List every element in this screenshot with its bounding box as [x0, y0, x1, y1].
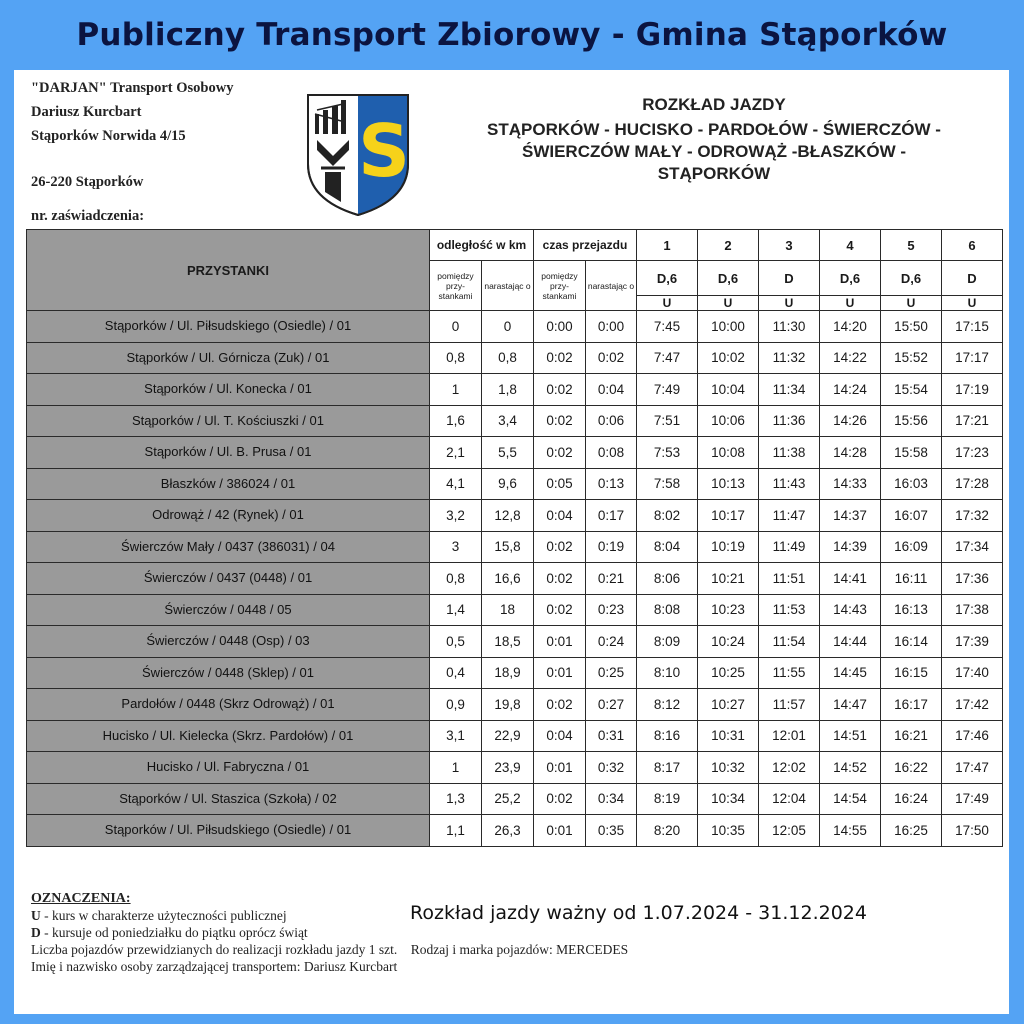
departure-time: 15:52: [881, 342, 942, 374]
table-row: [27, 626, 1003, 658]
departure-time: 10:21: [698, 563, 759, 595]
distance-between: 0: [430, 311, 482, 343]
departure-time: 17:36: [942, 563, 1003, 595]
departure-time: 16:17: [881, 689, 942, 721]
time-cumulative: 0:27: [586, 689, 637, 721]
departure-time: 10:08: [698, 437, 759, 469]
departure-time: 12:04: [759, 783, 820, 815]
stop-name: Świerczów Mały / 0437 (386031) / 04: [27, 531, 430, 563]
departure-time: 10:19: [698, 531, 759, 563]
stop-name: Błaszków / 386024 / 01: [27, 468, 430, 500]
time-cumulative: 0:31: [586, 720, 637, 752]
course-type: U: [820, 296, 881, 311]
distance-between: 1: [430, 374, 482, 406]
departure-time: 7:49: [637, 374, 698, 406]
course-type: U: [942, 296, 1003, 311]
stop-name: Odrowąż / 42 (Rynek) / 01: [27, 500, 430, 532]
distance-cumulative: 0: [482, 311, 534, 343]
table-row: [27, 311, 1003, 343]
course-number: 6: [942, 230, 1003, 261]
departure-time: 12:01: [759, 720, 820, 752]
departure-time: 14:39: [820, 531, 881, 563]
distance-cumulative: 26,3: [482, 815, 534, 847]
departure-time: 14:20: [820, 311, 881, 343]
departure-time: 16:15: [881, 657, 942, 689]
course-number: 2: [698, 230, 759, 261]
table-row: [27, 657, 1003, 689]
legend-heading: OZNACZENIA:: [31, 891, 131, 906]
stop-name: Świerczów / 0437 (0448) / 01: [27, 563, 430, 595]
timetable-title: [429, 95, 999, 185]
certificate-label: nr. zaświadczenia:: [31, 208, 145, 224]
stop-name: Stąporków / Ul. Piłsudskiego (Osiedle) / 01: [27, 815, 430, 847]
distance-between: 2,1: [430, 437, 482, 469]
time-between: 0:01: [534, 657, 586, 689]
legend-manager: Imię i nazwisko osoby zarządzającej transportem: Dariusz Kurcbart: [31, 959, 398, 974]
time-between: 0:02: [534, 405, 586, 437]
departure-time: 16:03: [881, 468, 942, 500]
distance-cumulative: 18: [482, 594, 534, 626]
time-between: 0:05: [534, 468, 586, 500]
time-between: 0:02: [534, 374, 586, 406]
distance-between: 0,8: [430, 342, 482, 374]
departure-time: 17:23: [942, 437, 1003, 469]
stops-header: PRZYSTANKI: [27, 230, 430, 311]
distance-between: 1,6: [430, 405, 482, 437]
time-cumulative: 0:00: [586, 311, 637, 343]
distance-between: 0,9: [430, 689, 482, 721]
coat-of-arms-icon: [305, 92, 411, 218]
departure-time: 15:54: [881, 374, 942, 406]
table-row: [27, 720, 1003, 752]
legend-u-text: - kurs w charakterze użyteczności publicznej: [40, 908, 287, 923]
table-row: [27, 563, 1003, 595]
time-between: 0:04: [534, 720, 586, 752]
departure-time: 14:52: [820, 752, 881, 784]
distance-cumulative: 12,8: [482, 500, 534, 532]
departure-time: 8:17: [637, 752, 698, 784]
time-between: 0:02: [534, 342, 586, 374]
departure-time: 17:17: [942, 342, 1003, 374]
departure-time: 8:19: [637, 783, 698, 815]
table-row: [27, 342, 1003, 374]
departure-time: 10:04: [698, 374, 759, 406]
distance-between: 3,2: [430, 500, 482, 532]
departure-time: 7:51: [637, 405, 698, 437]
departure-time: 12:05: [759, 815, 820, 847]
time-between: 0:02: [534, 783, 586, 815]
course-type: U: [881, 296, 942, 311]
departure-time: 17:32: [942, 500, 1003, 532]
departure-time: 17:38: [942, 594, 1003, 626]
departure-time: 11:30: [759, 311, 820, 343]
time-between: 0:02: [534, 594, 586, 626]
departure-time: 8:12: [637, 689, 698, 721]
legend-vehicles: Liczba pojazdów przewidzianych do realizacji rozkładu jazdy 1 szt. Rodzaj i marka pojazdów: MERCEDES: [31, 942, 629, 957]
company-address: Stąporków Norwida 4/15: [31, 128, 186, 144]
distance-cumulative: 16,6: [482, 563, 534, 595]
time-between: 0:02: [534, 689, 586, 721]
departure-time: 10:24: [698, 626, 759, 658]
timetable-document: [14, 70, 1009, 1014]
departure-time: 10:34: [698, 783, 759, 815]
company-name: "DARJAN" Transport Osobowy: [31, 80, 234, 96]
table-row: [27, 500, 1003, 532]
crest-letter: S: [358, 109, 410, 193]
stop-name: Hucisko / Ul. Kielecka (Skrz. Pardołów) / 01: [27, 720, 430, 752]
course-number: 5: [881, 230, 942, 261]
departure-time: 8:04: [637, 531, 698, 563]
timetable-table: [26, 229, 1003, 847]
departure-time: 16:25: [881, 815, 942, 847]
distance-between: 1,4: [430, 594, 482, 626]
distance-cumulative-header: narastając o: [482, 261, 534, 311]
distance-cumulative: 5,5: [482, 437, 534, 469]
course-type: U: [759, 296, 820, 311]
table-row: [27, 752, 1003, 784]
time-cumulative: 0:17: [586, 500, 637, 532]
distance-cumulative: 18,9: [482, 657, 534, 689]
title-line-4: STĄPORKÓW: [657, 164, 771, 183]
departure-time: 17:40: [942, 657, 1003, 689]
departure-time: 11:32: [759, 342, 820, 374]
departure-time: 16:07: [881, 500, 942, 532]
departure-time: 10:27: [698, 689, 759, 721]
departure-time: 17:21: [942, 405, 1003, 437]
departure-time: 16:09: [881, 531, 942, 563]
departure-time: 17:15: [942, 311, 1003, 343]
time-cumulative: 0:08: [586, 437, 637, 469]
departure-time: 17:34: [942, 531, 1003, 563]
stop-name: Stąporków / Ul. Piłsudskiego (Osiedle) / 01: [27, 311, 430, 343]
distance-between: 4,1: [430, 468, 482, 500]
time-cumulative: 0:32: [586, 752, 637, 784]
distance-cumulative: 22,9: [482, 720, 534, 752]
time-cumulative: 0:06: [586, 405, 637, 437]
departure-time: 14:24: [820, 374, 881, 406]
distance-cumulative: 15,8: [482, 531, 534, 563]
title-line-3: ŚWIERCZÓW MAŁY - ODROWĄŻ -BŁASZKÓW -: [521, 142, 907, 161]
departure-time: 11:57: [759, 689, 820, 721]
distance-cumulative: 19,8: [482, 689, 534, 721]
time-cumulative: 0:35: [586, 815, 637, 847]
departure-time: 11:49: [759, 531, 820, 563]
table-row: [27, 783, 1003, 815]
stop-name: Świerczów / 0448 / 05: [27, 594, 430, 626]
stop-name: Stąporków / Ul. Konecka / 01: [27, 374, 430, 406]
departure-time: 17:47: [942, 752, 1003, 784]
company-postal: 26-220 Stąporków: [31, 174, 144, 190]
time-cumulative: 0:21: [586, 563, 637, 595]
departure-time: 16:24: [881, 783, 942, 815]
stop-name: Stąporków / Ul. Staszica (Szkoła) / 02: [27, 783, 430, 815]
departure-time: 17:28: [942, 468, 1003, 500]
distance-cumulative: 25,2: [482, 783, 534, 815]
course-days: D: [759, 261, 820, 296]
departure-time: 16:14: [881, 626, 942, 658]
departure-time: 14:22: [820, 342, 881, 374]
departure-time: 10:00: [698, 311, 759, 343]
departure-time: 15:50: [881, 311, 942, 343]
departure-time: 14:26: [820, 405, 881, 437]
time-between: 0:01: [534, 626, 586, 658]
departure-time: 14:45: [820, 657, 881, 689]
departure-time: 11:38: [759, 437, 820, 469]
departure-time: 14:41: [820, 563, 881, 595]
distance-cumulative: 1,8: [482, 374, 534, 406]
departure-time: 8:08: [637, 594, 698, 626]
time-between: 0:01: [534, 815, 586, 847]
departure-time: 10:35: [698, 815, 759, 847]
distance-between: 0,8: [430, 563, 482, 595]
departure-time: 14:33: [820, 468, 881, 500]
stop-name: Hucisko / Ul. Fabryczna / 01: [27, 752, 430, 784]
time-cumulative: 0:23: [586, 594, 637, 626]
departure-time: 11:43: [759, 468, 820, 500]
time-between: 0:00: [534, 311, 586, 343]
departure-time: 10:06: [698, 405, 759, 437]
stop-name: Stąporków / Ul. B. Prusa / 01: [27, 437, 430, 469]
departure-time: 8:16: [637, 720, 698, 752]
table-row: [27, 815, 1003, 847]
distance-between: 0,5: [430, 626, 482, 658]
stop-name: Pardołów / 0448 (Skrz Odrowąż) / 01: [27, 689, 430, 721]
departure-time: 11:34: [759, 374, 820, 406]
departure-time: 16:21: [881, 720, 942, 752]
validity-note: Rozkład jazdy ważny od 1.07.2024 - 31.12.2024: [410, 902, 867, 924]
distance-cumulative: 0,8: [482, 342, 534, 374]
time-cumulative: 0:34: [586, 783, 637, 815]
time-between: 0:04: [534, 500, 586, 532]
departure-time: 10:25: [698, 657, 759, 689]
departure-time: 8:02: [637, 500, 698, 532]
departure-time: 11:55: [759, 657, 820, 689]
distance-cumulative: 3,4: [482, 405, 534, 437]
stop-name: Świerczów / 0448 (Sklep) / 01: [27, 657, 430, 689]
table-row: [27, 374, 1003, 406]
time-cumulative: 0:13: [586, 468, 637, 500]
departure-time: 8:09: [637, 626, 698, 658]
distance-between: 1: [430, 752, 482, 784]
time-between: 0:02: [534, 437, 586, 469]
time-cumulative: 0:02: [586, 342, 637, 374]
time-cumulative: 0:25: [586, 657, 637, 689]
departure-time: 8:10: [637, 657, 698, 689]
course-number: 3: [759, 230, 820, 261]
distance-between: 1,1: [430, 815, 482, 847]
legend-d-key: D: [31, 925, 41, 940]
table-row: [27, 531, 1003, 563]
departure-time: 7:58: [637, 468, 698, 500]
departure-time: 17:46: [942, 720, 1003, 752]
company-owner: Dariusz Kurcbart: [31, 104, 142, 120]
course-number: 1: [637, 230, 698, 261]
departure-time: 14:37: [820, 500, 881, 532]
time-between: 0:02: [534, 531, 586, 563]
departure-time: 11:53: [759, 594, 820, 626]
departure-time: 11:36: [759, 405, 820, 437]
course-days: D,6: [820, 261, 881, 296]
departure-time: 15:56: [881, 405, 942, 437]
time-between-header: pomiędzy przy-stankami: [534, 261, 586, 311]
table-row: [27, 468, 1003, 500]
title-line-1: ROZKŁAD JAZDY: [642, 95, 786, 114]
distance-header: odległość w km: [430, 230, 534, 261]
departure-time: 11:47: [759, 500, 820, 532]
departure-time: 17:19: [942, 374, 1003, 406]
time-between: 0:02: [534, 563, 586, 595]
table-row: [27, 437, 1003, 469]
departure-time: 8:06: [637, 563, 698, 595]
legend-u-key: U: [31, 908, 41, 923]
departure-time: 16:13: [881, 594, 942, 626]
departure-time: 16:11: [881, 563, 942, 595]
legend-d-text: - kursuje od poniedziałku do piątku oprócz świąt: [40, 925, 308, 940]
distance-between: 3: [430, 531, 482, 563]
time-between: 0:01: [534, 752, 586, 784]
departure-time: 14:28: [820, 437, 881, 469]
departure-time: 10:32: [698, 752, 759, 784]
departure-time: 16:22: [881, 752, 942, 784]
departure-time: 11:51: [759, 563, 820, 595]
departure-time: 14:51: [820, 720, 881, 752]
company-block: [31, 76, 233, 194]
departure-time: 14:47: [820, 689, 881, 721]
departure-time: 8:20: [637, 815, 698, 847]
time-cumulative: 0:04: [586, 374, 637, 406]
table-row: [27, 594, 1003, 626]
departure-time: 17:50: [942, 815, 1003, 847]
departure-time: 7:53: [637, 437, 698, 469]
departure-time: 17:49: [942, 783, 1003, 815]
departure-time: 10:13: [698, 468, 759, 500]
departure-time: 17:42: [942, 689, 1003, 721]
departure-time: 10:23: [698, 594, 759, 626]
distance-between: 0,4: [430, 657, 482, 689]
time-cumulative: 0:24: [586, 626, 637, 658]
course-type: U: [637, 296, 698, 311]
banner-title: Publiczny Transport Zbiorowy - Gmina Stąporków: [76, 17, 948, 53]
page-banner: [0, 0, 1024, 70]
departure-time: 10:02: [698, 342, 759, 374]
course-number: 4: [820, 230, 881, 261]
distance-cumulative: 23,9: [482, 752, 534, 784]
departure-time: 7:47: [637, 342, 698, 374]
time-cumulative: 0:19: [586, 531, 637, 563]
distance-between-header: pomiędzy przy-stankami: [430, 261, 482, 311]
title-line-2: STĄPORKÓW - HUCISKO - PARDOŁÓW - ŚWIERCZÓW -: [487, 120, 941, 139]
departure-time: 10:17: [698, 500, 759, 532]
course-days: D: [942, 261, 1003, 296]
departure-time: 14:43: [820, 594, 881, 626]
departure-time: 12:02: [759, 752, 820, 784]
departure-time: 14:44: [820, 626, 881, 658]
departure-time: 17:39: [942, 626, 1003, 658]
departure-time: 7:45: [637, 311, 698, 343]
distance-cumulative: 9,6: [482, 468, 534, 500]
departure-time: 10:31: [698, 720, 759, 752]
distance-between: 3,1: [430, 720, 482, 752]
time-header: czas przejazdu: [534, 230, 637, 261]
table-row: [27, 405, 1003, 437]
time-cumulative-header: narastając o: [586, 261, 637, 311]
departure-time: 14:55: [820, 815, 881, 847]
departure-time: 15:58: [881, 437, 942, 469]
stop-name: Stąporków / Ul. Górnicza (Zuk) / 01: [27, 342, 430, 374]
course-type: U: [698, 296, 759, 311]
stop-name: Stąporków / Ul. T. Kościuszki / 01: [27, 405, 430, 437]
course-days: D,6: [637, 261, 698, 296]
stop-name: Świerczów / 0448 (Osp) / 03: [27, 626, 430, 658]
course-days: D,6: [881, 261, 942, 296]
distance-between: 1,3: [430, 783, 482, 815]
departure-time: 11:54: [759, 626, 820, 658]
distance-cumulative: 18,5: [482, 626, 534, 658]
course-days: D,6: [698, 261, 759, 296]
departure-time: 14:54: [820, 783, 881, 815]
table-row: [27, 689, 1003, 721]
